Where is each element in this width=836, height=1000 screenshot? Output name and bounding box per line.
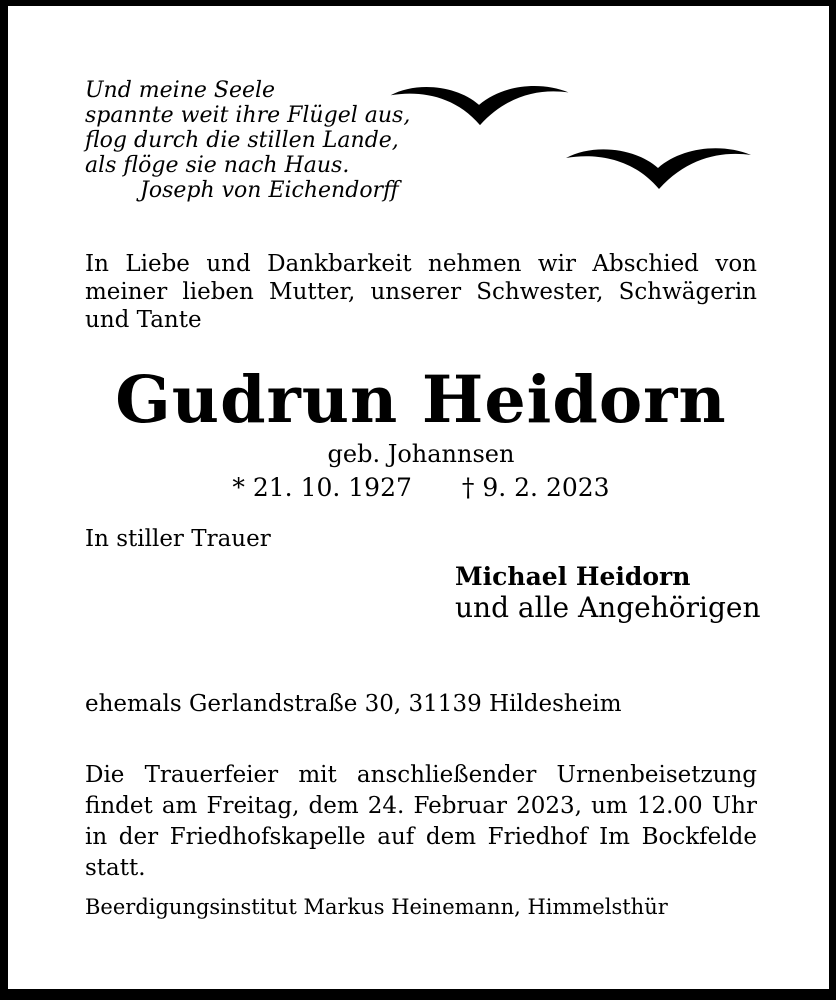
poem-line: spannte weit ihre Flügel aus, [85, 103, 411, 128]
intro-line: In Liebe und Dankbarkeit nehmen wir Abschied von [85, 251, 757, 277]
flying-bird-icon [388, 78, 572, 132]
intro-line: und Tante [85, 307, 202, 333]
funeral-details [85, 760, 757, 884]
birth-date: * 21. 10. 1927 [232, 473, 412, 502]
poem-line: flog durch die stillen Lande, [85, 128, 399, 153]
flying-bird-shape [391, 86, 569, 125]
mourner-name: Michael Heidorn [455, 562, 691, 591]
death-date: † 9. 2. 2023 [461, 473, 610, 502]
funeral-line: statt. [85, 855, 146, 881]
mourning-lead: In stiller Trauer [85, 526, 271, 552]
poem-quote [85, 78, 410, 203]
poem-line: Und meine Seele [85, 78, 276, 103]
mourner-others: und alle Angehörigen [455, 591, 761, 624]
funeral-line: Die Trauerfeier mit anschließender Urnenbeisetzung [85, 762, 757, 788]
flying-bird-shape [566, 148, 751, 189]
funeral-line: findet am Freitag, dem 24. Februar 2023, um 12.00 Uhr [85, 793, 757, 819]
poem-line: als flöge sie nach Haus. [85, 153, 350, 178]
flying-bird-icon [563, 140, 755, 196]
poem-attribution: Joseph von Eichendorff [140, 178, 399, 203]
funeral-home: Beerdigungsinstitut Markus Heinemann, Himmelsthür [85, 895, 668, 919]
life-dates [85, 473, 757, 503]
deceased-name: Gudrun Heidorn [115, 362, 727, 438]
deceased-maiden-name: geb. Johannsen [327, 440, 515, 468]
former-address: ehemals Gerlandstraße 30, 31139 Hildesheim [85, 691, 622, 717]
mourners-block [455, 562, 760, 624]
intro-paragraph [85, 250, 757, 334]
funeral-line: in der Friedhofskapelle auf dem Friedhof Im Bockfelde [85, 824, 757, 850]
intro-line: meiner lieben Mutter, unserer Schwester, Schwägerin [85, 279, 757, 305]
